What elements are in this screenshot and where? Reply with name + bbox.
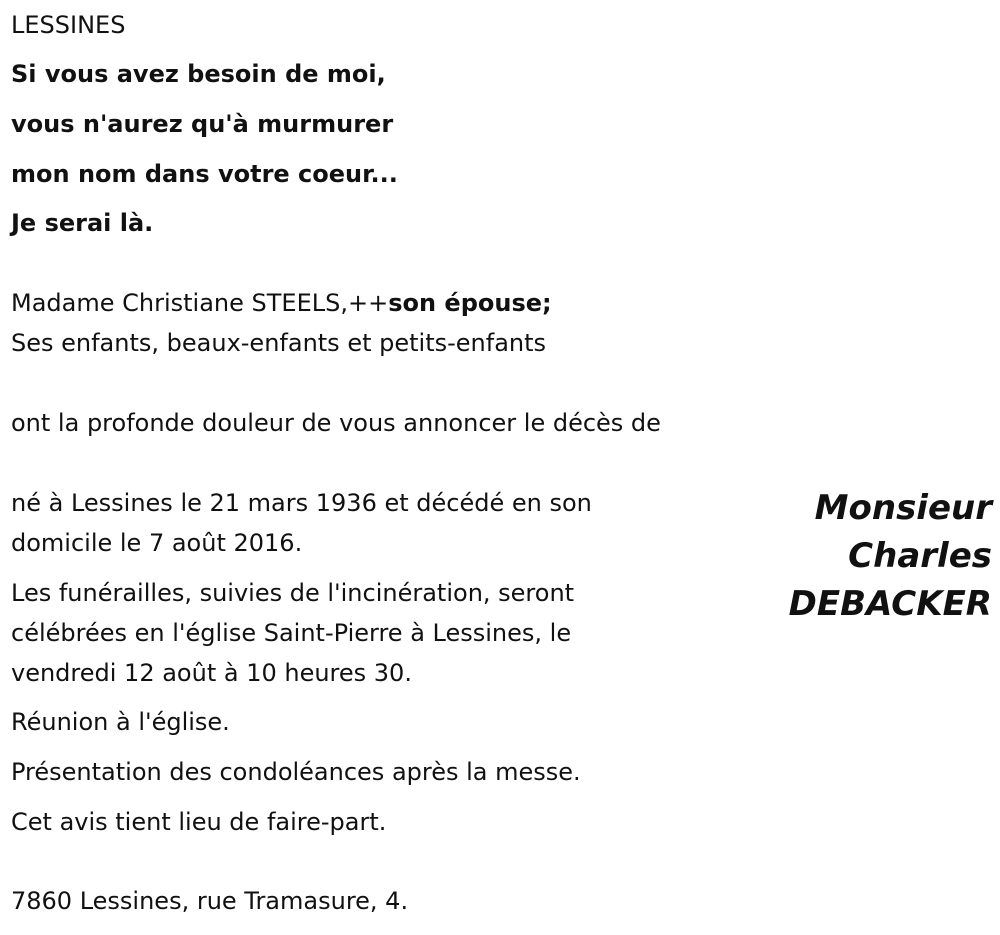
- location-heading: LESSINES: [11, 11, 126, 39]
- birth-death-line-2: domicile le 7 août 2016.: [11, 529, 303, 557]
- condolences-line: Présentation des condoléances après la messe.: [11, 758, 581, 786]
- birth-death-line-1: né à Lessines le 21 mars 1936 et décédé en son: [11, 489, 592, 517]
- address-line: 7860 Lessines, rue Tramasure, 4.: [11, 887, 409, 915]
- notice-line: Cet avis tient lieu de faire-part.: [11, 808, 387, 836]
- spouse-role: son épouse;: [388, 289, 552, 317]
- meeting-line: Réunion à l'église.: [11, 708, 230, 736]
- poem-line-2: vous n'aurez qu'à murmurer: [11, 110, 394, 138]
- funeral-line-2: célébrées en l'église Saint-Pierre à Lessines, le: [11, 619, 572, 647]
- spouse-line: [11, 288, 552, 318]
- announcement-text: ont la profonde douleur de vous annoncer le décès de: [11, 409, 661, 437]
- deceased-last-name: DEBACKER: [788, 584, 992, 624]
- poem-line-1: Si vous avez besoin de moi,: [11, 60, 386, 88]
- deceased-first-name: Charles: [848, 536, 992, 576]
- deceased-name: [789, 484, 992, 628]
- poem-line-3: mon nom dans votre coeur...: [11, 160, 398, 188]
- funeral-line-1: Les funérailles, suivies de l'incinération, seront: [11, 579, 575, 607]
- children-line: Ses enfants, beaux-enfants et petits-enfants: [11, 329, 547, 357]
- poem-line-4: Je serai là.: [11, 209, 154, 237]
- deceased-title: Monsieur: [814, 488, 992, 528]
- spouse-name: Madame Christiane STEELS,++: [11, 289, 389, 317]
- funeral-line-3: vendredi 12 août à 10 heures 30.: [11, 659, 412, 687]
